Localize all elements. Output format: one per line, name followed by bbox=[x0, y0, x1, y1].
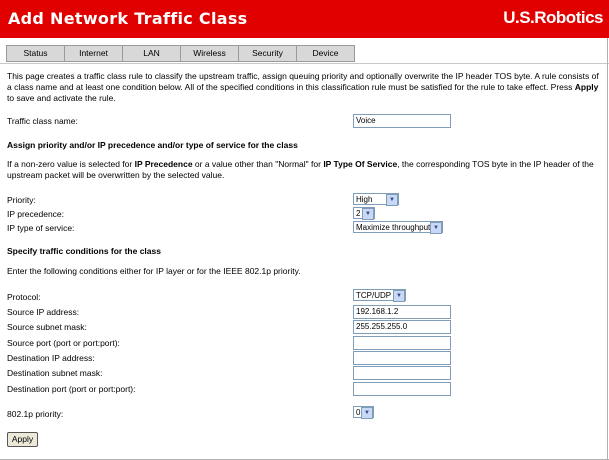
priority-label: Priority: bbox=[7, 195, 36, 205]
source-ip-label: Source IP address: bbox=[7, 307, 80, 317]
tab-lan[interactable]: LAN bbox=[123, 46, 181, 61]
page-title: Add Network Traffic Class bbox=[8, 9, 248, 28]
destination-mask-label: Destination subnet mask: bbox=[7, 368, 103, 378]
header-bar bbox=[0, 0, 609, 38]
tab-security[interactable]: Security bbox=[239, 46, 297, 61]
source-mask-label: Source subnet mask: bbox=[7, 322, 87, 332]
conditions-heading: Specify traffic conditions for the class bbox=[7, 246, 161, 256]
8021p-select[interactable]: 0 ▼ bbox=[353, 406, 374, 418]
destination-port-input[interactable] bbox=[353, 382, 451, 396]
chevron-down-icon[interactable]: ▼ bbox=[361, 407, 373, 419]
source-port-input[interactable] bbox=[353, 336, 451, 350]
source-ip-input[interactable] bbox=[353, 305, 451, 319]
tab-device[interactable]: Device bbox=[312, 48, 339, 58]
tos-label: IP type of service: bbox=[7, 223, 75, 233]
priority-heading: Assign priority and/or IP precedence and/or type of service for the class bbox=[7, 140, 298, 150]
destination-port-label: Destination port (port or port:port): bbox=[7, 384, 136, 394]
destination-ip-label: Destination IP address: bbox=[7, 353, 95, 363]
nav-tabs bbox=[6, 45, 355, 62]
tab-internet[interactable]: Internet bbox=[65, 46, 123, 61]
conditions-note: Enter the following conditions either for IP layer or for the IEEE 802.1p priority. bbox=[7, 266, 301, 276]
ip-precedence-label: IP precedence: bbox=[7, 209, 65, 219]
protocol-label: Protocol: bbox=[7, 292, 41, 302]
protocol-select[interactable]: TCP/UDP ▼ bbox=[353, 289, 406, 301]
source-mask-input[interactable] bbox=[353, 320, 451, 334]
priority-note: If a non-zero value is selected for IP Precedence or a value other than "Normal" for IP Type Of Service, the corresponding TOS byte in the IP header of the upstream packet will be overwritten by the selected value. bbox=[7, 159, 594, 181]
8021p-label: 802.1p priority: bbox=[7, 409, 64, 419]
usrobotics-logo: U.S.Robotics bbox=[503, 8, 603, 27]
class-name-input[interactable] bbox=[353, 114, 451, 128]
destination-ip-input[interactable] bbox=[353, 351, 451, 365]
tos-select[interactable]: Maximize throughput ▼ bbox=[353, 221, 443, 233]
tab-wireless[interactable]: Wireless bbox=[181, 46, 239, 61]
right-border bbox=[607, 38, 608, 460]
tab-status[interactable]: Status bbox=[7, 46, 65, 61]
chevron-down-icon[interactable]: ▼ bbox=[386, 194, 398, 206]
chevron-down-icon[interactable]: ▼ bbox=[393, 290, 405, 302]
intro-text: This page creates a traffic class rule to classify the upstream traffic, assign queuing priority and optionally overwrite the IP header TOS byte. A rule consists of a class name and at least one condition below. All of the specified conditions in this classification rule must be satisfied for the rule to take effect. Press Apply to save and activate the rule. bbox=[7, 71, 599, 104]
ip-precedence-select[interactable]: 2 ▼ bbox=[353, 207, 375, 219]
priority-select[interactable]: High ▼ bbox=[353, 193, 399, 205]
apply-word: Apply bbox=[574, 82, 599, 93]
apply-button[interactable]: Apply bbox=[7, 432, 38, 447]
divider bbox=[0, 63, 609, 64]
destination-mask-input[interactable] bbox=[353, 366, 451, 380]
chevron-down-icon[interactable]: ▼ bbox=[430, 222, 442, 234]
class-name-label: Traffic class name: bbox=[7, 116, 78, 126]
chevron-down-icon[interactable]: ▼ bbox=[362, 208, 374, 220]
source-port-label: Source port (port or port:port): bbox=[7, 338, 120, 348]
